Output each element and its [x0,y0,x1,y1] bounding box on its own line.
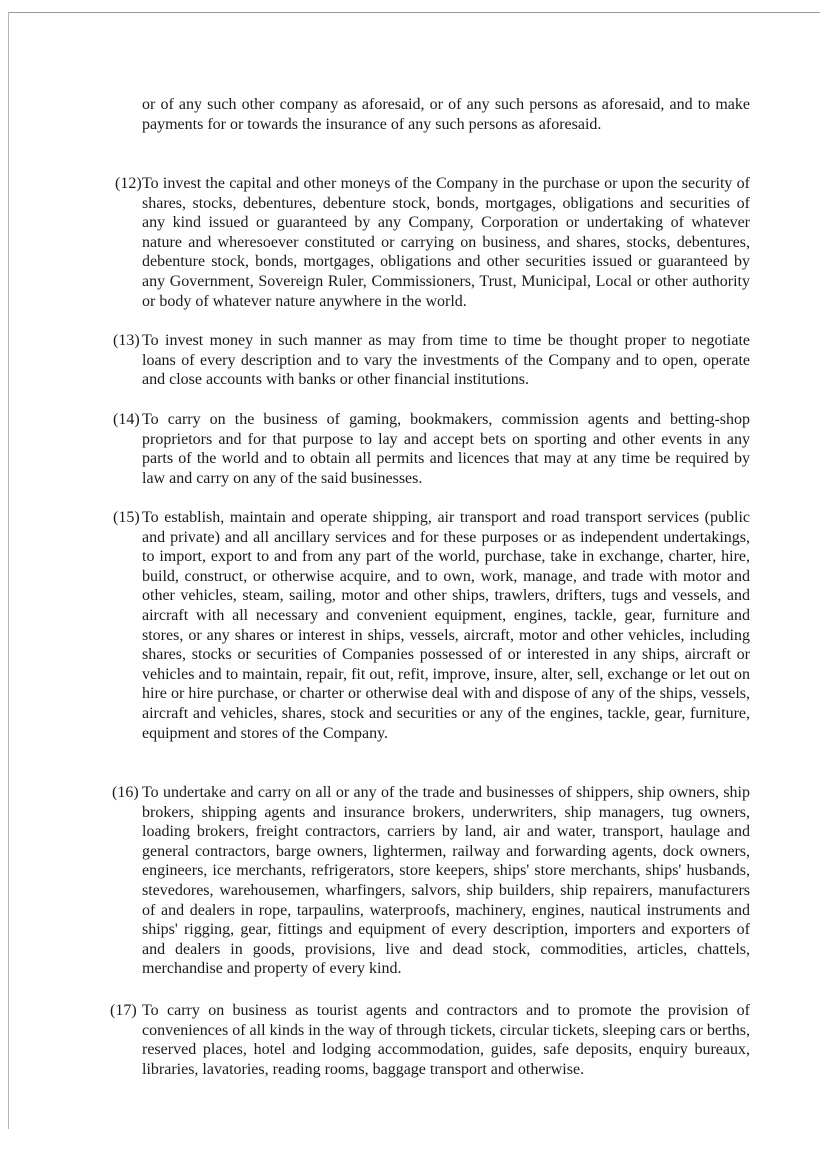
clause-number: (15) [113,509,140,526]
clause-text: To establish, maintain and operate shipping, air transport and road transport services (public and private) and all ancillary services and for these purposes or as independent undertakings, to import, export to and from any part of the world, purchase, take in exchange, charter, hire, build, construct, or otherwise acquire, and to own, work, manage, and trade with motor and other vehicles, steam, sailing, motor and other ships, trawlers, drifters, tugs and vessels, and aircraft with all necessary and convenient equipment, engines, tackle, gear, furniture and stores, or any shares or interest in ships, vessels, aircraft, motor and other vehicles, including shares, stocks or securities of Companies possessed of or interested in any ships, aircraft or vehicles and to maintain, repair, fit out, refit, improve, insure, alter, sell, exchange or let out on hire or hire purchase, or charter or otherwise deal with and dispose of any of the ships, vessels, aircraft and vehicles, shares, stock and securities or any of the engines, tackle, gear, furniture, equipment and stores of the Company. [142,509,750,742]
clause-number: (16) [112,784,139,801]
left-border-line [8,12,9,1129]
clause-number: (13) [113,332,140,349]
clause-text: To carry on business as tourist agents and contractors and to promote the provision of conveniences of all kinds in the way of through tickets, circular tickets, sleeping cars or berths, reserved places, hotel and lodging accommodation, guides, safe deposits, enquiry bureaux, libraries, lavatories, reading rooms, baggage transport and otherwise. [142,1002,750,1078]
clause-number: (17) [110,1002,137,1019]
top-border-line [8,12,820,13]
clause-number: (12) [115,175,142,192]
clause-number: (14) [113,411,140,428]
clause-text: To invest money in such manner as may from time to time be thought proper to negotiate loans of every description and to vary the investments of the Company and to open, operate and close accounts with banks or other financial institutions. [142,332,750,389]
clause-text: To invest the capital and other moneys of the Company in the purchase or upon the security of shares, stocks, debentures, debenture stock, bonds, mortgages, obligations and securities of any kind issued or guaranteed by any Company, Corporation or undertaking of whatever nature and wheresoever constituted or carrying on business, and shares, stocks, debentures, debenture stock, bonds, mortgages, obligations and other securities issued or guaranteed by any Government, Sovereign Ruler, Commissioners, Trust, Municipal, Local or other authority or body of whatever nature anywhere in the world. [142,175,750,310]
continuation-paragraph: or of any such other company as aforesaid, or of any such persons as aforesaid, and to make payments for or towards the insurance of any such persons as aforesaid. [142,96,750,133]
clause-text: To carry on the business of gaming, bookmakers, commission agents and betting-shop proprietors and for that purpose to lay and accept bets on sporting and other events in any parts of the world and to obtain all permits and licences that may at any time be required by law and carry on any of the said businesses. [142,411,750,487]
clause-text: To undertake and carry on all or any of the trade and businesses of shippers, ship owners, ship brokers, shipping agents and insurance brokers, underwriters, ship managers, tug owners, loading brokers, freight contractors, carriers by land, air and water, transport, haulage and general contractors, barge owners, lightermen, railway and forwarding agents, dock owners, engineers, ice merchants, refrigerators, store keepers, ships' store merchants, ships' husbands, stevedores, warehousemen, wharfingers, salvors, ship builders, ship repairers, manufacturers of and dealers in rope, tarpaulins, waterproofs, machinery, engines, nautical instruments and ships' rigging, gear, fittings and equipment of every description, importers and exporters of and dealers in goods, provisions, live and dead stock, commodities, articles, chattels, merchandise and property of every kind. [142,784,750,978]
